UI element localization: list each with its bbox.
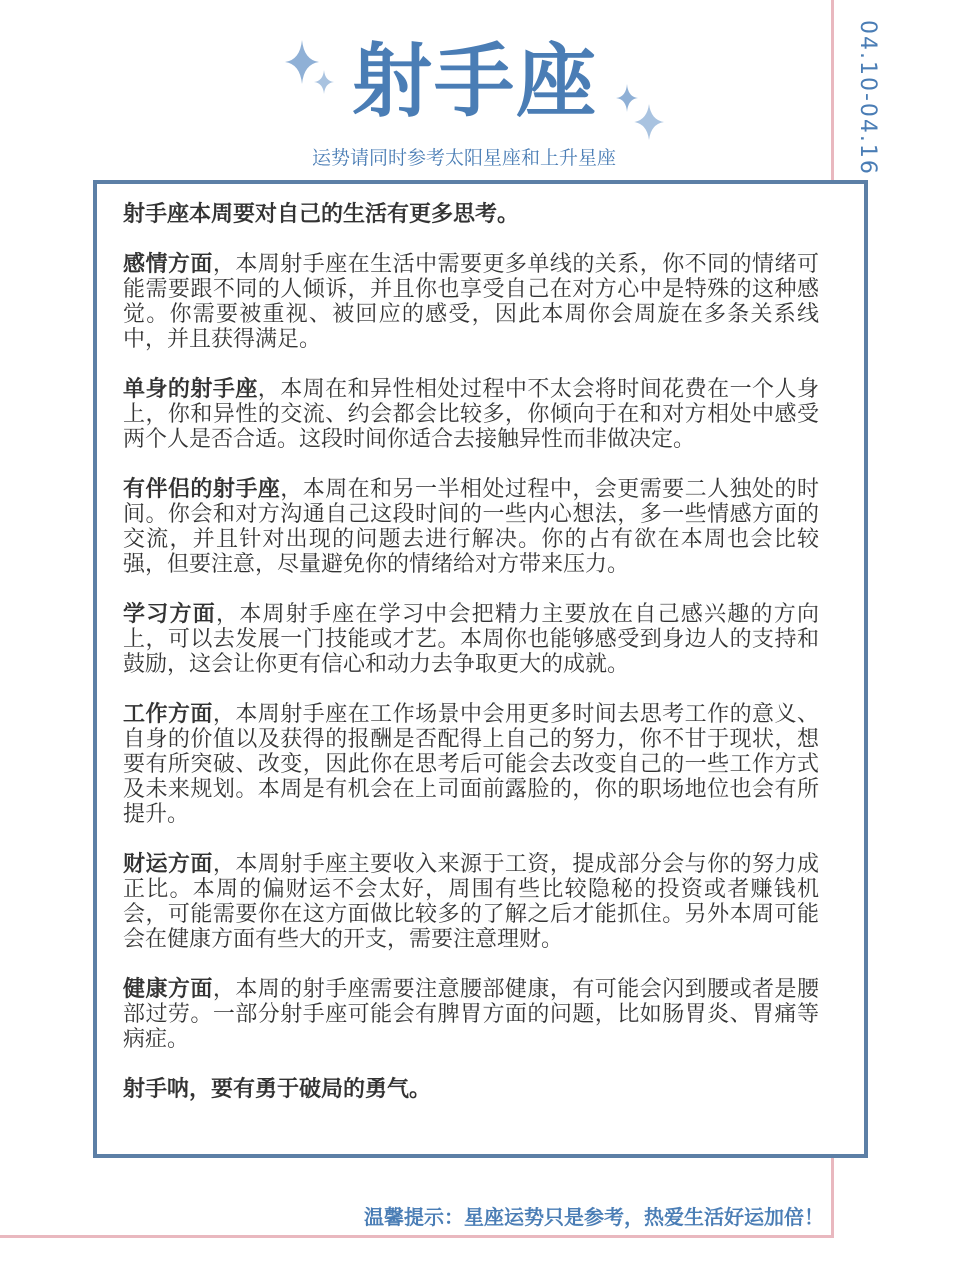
section-partnered [123, 477, 819, 577]
horoscope-card [93, 180, 868, 1158]
section-wealth [123, 852, 819, 952]
intro-paragraph: 射手座本周要对自己的生活有更多思考。 [123, 202, 520, 227]
closing-paragraph: 射手呐，要有勇于破局的勇气。 [123, 1077, 432, 1102]
section-text: ，本周在和另一半相处过程中，会更需要二人独处的时间。你会和对方沟通自己这段时间的一些内心想法，多一些情感方面的交流，并且针对出现的问题去进行解决。你的占有欲在本周也会比较强，但要注意，尽量避免你的情绪给对方带来压力。 [123, 477, 819, 577]
section-text: ，本周射手座在工作场景中会用更多时间去思考工作的意义、自身的价值以及获得的报酬是否配得上自己的努力，你不甘于现状，想要有所突破、改变，因此你在思考后可能会去改变自己的一些工作方式及未来规划。本周是有机会在上司面前露脸的，你的职场地位也会有所提升。 [123, 702, 819, 827]
section-study [123, 602, 819, 677]
section-text: ，本周射手座在学习中会把精力主要放在自己感兴趣的方向上，可以去发展一门技能或才艺。本周你也能够感受到身边人的支持和鼓励，这会让你更有信心和动力去争取更大的成就。 [123, 602, 819, 677]
section-text: ，本周的射手座需要注意腰部健康，有可能会闪到腰或者是腰部过劳。一部分射手座可能会有脾胃方面的问题，比如肠胃炎、胃痛等病症。 [123, 977, 819, 1052]
section-label: 单身的射手座 [123, 377, 258, 402]
page-subtitle: 运势请同时参考太阳星座和上升星座 [312, 147, 617, 169]
section-label: 财运方面 [123, 852, 213, 877]
section-love [123, 252, 819, 352]
section-single [123, 377, 819, 452]
section-label: 学习方面 [123, 602, 216, 627]
page-title: 射手座 [352, 35, 598, 128]
section-label: 工作方面 [123, 702, 213, 727]
horoscope-content [123, 202, 819, 1102]
section-text: ，本周在和异性相处过程中不太会将时间花费在一个人身上，你和异性的交流、约会都会比较多，你倾向于在和对方相处中感受两个人是否合适。这段时间你适合去接触异性而非做决定。 [123, 377, 819, 452]
sparkle-icon-large-right [634, 104, 664, 140]
sparkle-icon-small-left [314, 70, 334, 94]
section-text: ，本周射手座在生活中需要更多单线的关系，你不同的情绪可能需要跟不同的人倾诉，并且你也享受自己在对方心中是特殊的这种感觉。你需要被重视、被回应的感受，因此本周你会周旋在多条关系线中，并且获得满足。 [123, 252, 819, 352]
section-label: 有伴侣的射手座 [123, 477, 281, 502]
date-range: 04.10-04.16 [855, 20, 880, 176]
section-text: ，本周射手座主要收入来源于工资，提成部分会与你的努力成正比。本周的偏财运不会太好，周围有些比较隐秘的投资或者赚钱机会，可能需要你在这方面做比较多的了解之后才能抓住。另外本周可能会在健康方面有些大的开支，需要注意理财。 [123, 852, 819, 952]
footer-tip: 温馨提示：星座运势只是参考，热爱生活好运加倍！ [364, 1205, 824, 1229]
section-work [123, 702, 819, 827]
section-label: 感情方面 [123, 252, 213, 277]
section-health [123, 977, 819, 1052]
pink-horizontal-line [0, 1235, 834, 1238]
section-label: 健康方面 [123, 977, 213, 1002]
